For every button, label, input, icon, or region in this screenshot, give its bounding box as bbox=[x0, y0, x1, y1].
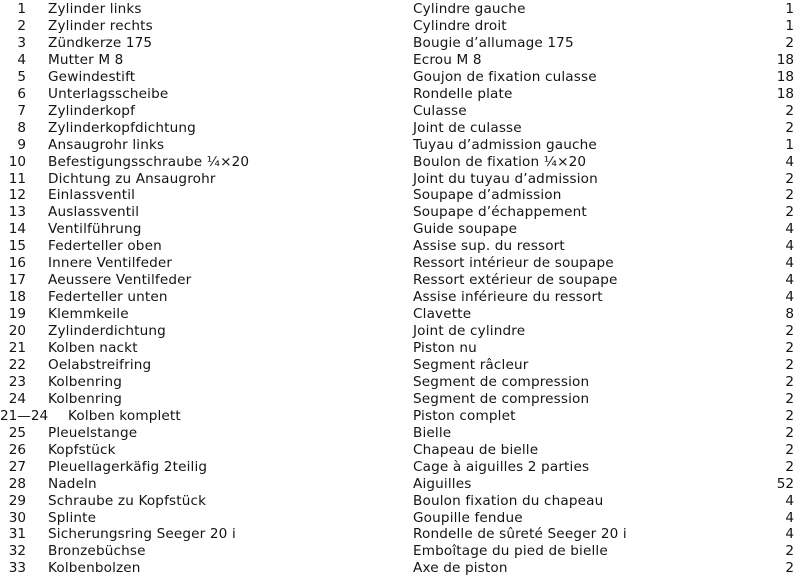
part-name-german: Innere Ventilfeder bbox=[48, 255, 173, 272]
part-quantity: 2 bbox=[785, 102, 794, 119]
part-name-german: Kolben komplett bbox=[68, 407, 181, 424]
part-quantity: 18 bbox=[776, 68, 794, 85]
part-name-french: Clavette bbox=[413, 306, 472, 323]
part-name-german: Pleuellagerkäfig 2teilig bbox=[48, 458, 208, 475]
part-number: 25 bbox=[8, 424, 26, 441]
part-row bbox=[0, 476, 800, 493]
part-row bbox=[0, 391, 800, 408]
part-quantity: 2 bbox=[785, 543, 794, 560]
part-name-french: Aiguilles bbox=[413, 475, 472, 492]
part-row bbox=[0, 221, 800, 238]
part-name-french: Goupille fendue bbox=[413, 509, 523, 526]
part-name-german: Aeussere Ventilfeder bbox=[48, 272, 192, 289]
part-name-german: Kolbenring bbox=[48, 390, 123, 407]
part-name-german: Splinte bbox=[48, 509, 97, 526]
part-number: 12 bbox=[8, 187, 26, 204]
part-name-french: Guide soupape bbox=[413, 221, 518, 238]
part-row bbox=[0, 408, 800, 425]
part-name-french: Cage à aiguilles 2 parties bbox=[413, 458, 590, 475]
part-quantity: 1 bbox=[785, 1, 794, 17]
part-quantity: 2 bbox=[785, 373, 794, 390]
part-name-german: Dichtung zu Ansaugrohr bbox=[48, 170, 216, 187]
part-row bbox=[0, 357, 800, 374]
part-quantity: 2 bbox=[785, 323, 794, 340]
part-row bbox=[0, 560, 800, 577]
part-name-french: Goujon de fixation culasse bbox=[413, 68, 597, 85]
part-quantity: 2 bbox=[785, 170, 794, 187]
part-name-german: Unterlagsscheibe bbox=[48, 85, 169, 102]
part-name-french: Joint du tuyau d’admission bbox=[413, 170, 598, 187]
part-quantity: 2 bbox=[785, 340, 794, 356]
part-name-french: Piston nu bbox=[413, 340, 477, 356]
part-number: 14 bbox=[8, 221, 26, 238]
part-row bbox=[0, 306, 800, 323]
part-number: 9 bbox=[17, 136, 26, 153]
part-quantity: 2 bbox=[785, 356, 794, 373]
part-name-german: Bronzebüchse bbox=[48, 543, 146, 560]
part-row bbox=[0, 86, 800, 103]
part-row bbox=[0, 187, 800, 204]
part-name-french: Ressort extérieur de soupape bbox=[413, 272, 618, 289]
part-name-french: Boulon de fixation ¼×20 bbox=[413, 153, 587, 170]
part-number: 7 bbox=[17, 102, 26, 119]
part-name-french: Rondelle plate bbox=[413, 85, 513, 102]
part-name-french: Emboîtage du pied de bielle bbox=[413, 543, 608, 560]
part-number: 27 bbox=[8, 458, 26, 475]
part-number: 22 bbox=[8, 356, 26, 373]
part-row bbox=[0, 425, 800, 442]
part-name-french: Segment râcleur bbox=[413, 356, 529, 373]
part-name-french: Piston complet bbox=[413, 407, 516, 424]
part-number: 26 bbox=[8, 441, 26, 458]
part-name-french: Axe de piston bbox=[413, 560, 508, 577]
part-row bbox=[0, 255, 800, 272]
part-name-french: Soupape d’échappement bbox=[413, 204, 587, 221]
part-name-french: Cylindre droit bbox=[413, 17, 507, 34]
part-name-german: Klemmkeile bbox=[48, 306, 129, 323]
part-name-french: Segment de compression bbox=[413, 373, 590, 390]
part-name-german: Ansaugrohr links bbox=[48, 136, 165, 153]
part-quantity: 1 bbox=[785, 136, 794, 153]
part-row bbox=[0, 238, 800, 255]
part-number: 31 bbox=[8, 526, 26, 543]
part-quantity: 4 bbox=[785, 289, 794, 306]
part-name-german: Gewindestift bbox=[48, 68, 136, 85]
part-number: 16 bbox=[8, 255, 26, 272]
part-row bbox=[0, 442, 800, 459]
part-number: 6 bbox=[17, 85, 26, 102]
part-name-french: Segment de compression bbox=[413, 390, 590, 407]
part-quantity: 1 bbox=[785, 17, 794, 34]
part-row bbox=[0, 120, 800, 137]
part-name-german: Zündkerze 175 bbox=[48, 34, 153, 51]
part-row bbox=[0, 35, 800, 52]
part-quantity: 18 bbox=[776, 51, 794, 68]
part-name-german: Kolbenring bbox=[48, 373, 123, 390]
part-quantity: 2 bbox=[785, 119, 794, 136]
part-number: 8 bbox=[17, 119, 26, 136]
part-name-german: Sicherungsring Seeger 20 i bbox=[48, 526, 236, 543]
part-row bbox=[0, 340, 800, 357]
part-row bbox=[0, 204, 800, 221]
part-name-german: Schraube zu Kopfstück bbox=[48, 492, 207, 509]
part-name-french: Soupape d’admission bbox=[413, 187, 562, 204]
part-name-french: Joint de culasse bbox=[413, 119, 522, 136]
part-number: 28 bbox=[8, 475, 26, 492]
part-number: 15 bbox=[8, 238, 26, 255]
part-number: 23 bbox=[8, 373, 26, 390]
part-quantity: 18 bbox=[776, 85, 794, 102]
part-number: 1 bbox=[17, 1, 26, 17]
part-number: 11 bbox=[8, 170, 26, 187]
part-row bbox=[0, 137, 800, 154]
part-name-german: Kopfstück bbox=[48, 441, 116, 458]
part-row bbox=[0, 543, 800, 560]
part-name-german: Oelabstreifring bbox=[48, 356, 152, 373]
part-name-french: Bielle bbox=[413, 424, 452, 441]
part-name-german: Pleuelstange bbox=[48, 424, 138, 441]
part-row bbox=[0, 103, 800, 120]
part-name-french: Assise sup. du ressort bbox=[413, 238, 565, 255]
part-number: 30 bbox=[8, 509, 26, 526]
part-number: 19 bbox=[8, 306, 26, 323]
part-row bbox=[0, 272, 800, 289]
part-name-german: Befestigungsschraube ¼×20 bbox=[48, 153, 250, 170]
part-name-german: Zylinder rechts bbox=[48, 17, 153, 34]
part-row bbox=[0, 1, 800, 18]
part-number: 24 bbox=[8, 390, 26, 407]
part-name-german: Zylinderdichtung bbox=[48, 323, 166, 340]
part-number: 18 bbox=[8, 289, 26, 306]
part-name-german: Federteller oben bbox=[48, 238, 162, 255]
part-quantity: 2 bbox=[785, 424, 794, 441]
part-quantity: 2 bbox=[785, 204, 794, 221]
part-name-french: Bougie d’allumage 175 bbox=[413, 34, 574, 51]
part-quantity: 2 bbox=[785, 187, 794, 204]
part-name-german: Einlassventil bbox=[48, 187, 136, 204]
part-number: 13 bbox=[8, 204, 26, 221]
part-name-french: Cylindre gauche bbox=[413, 1, 526, 17]
part-name-french: Culasse bbox=[413, 102, 467, 119]
part-row bbox=[0, 154, 800, 171]
part-quantity: 4 bbox=[785, 509, 794, 526]
part-name-french: Ressort intérieur de soupape bbox=[413, 255, 614, 272]
part-quantity: 4 bbox=[785, 492, 794, 509]
part-quantity: 2 bbox=[785, 458, 794, 475]
part-number: 2 bbox=[17, 17, 26, 34]
part-row bbox=[0, 289, 800, 306]
part-name-french: Tuyau d’admission gauche bbox=[413, 136, 597, 153]
part-name-german: Federteller unten bbox=[48, 289, 168, 306]
part-quantity: 2 bbox=[785, 441, 794, 458]
part-name-french: Rondelle de sûreté Seeger 20 i bbox=[413, 526, 627, 543]
part-number: 21 bbox=[8, 340, 26, 356]
part-number: 4 bbox=[17, 51, 26, 68]
part-name-german: Kolbenbolzen bbox=[48, 560, 141, 577]
part-quantity: 2 bbox=[785, 407, 794, 424]
part-quantity: 2 bbox=[785, 560, 794, 577]
part-row bbox=[0, 510, 800, 527]
part-number: 32 bbox=[8, 543, 26, 560]
part-quantity: 52 bbox=[776, 475, 794, 492]
part-quantity: 8 bbox=[785, 306, 794, 323]
part-name-german: Nadeln bbox=[48, 475, 97, 492]
part-row bbox=[0, 171, 800, 188]
part-number: 33 bbox=[8, 560, 26, 577]
part-name-german: Ventilführung bbox=[48, 221, 142, 238]
part-name-french: Joint de cylindre bbox=[413, 323, 526, 340]
part-name-german: Mutter M 8 bbox=[48, 51, 124, 68]
part-name-french: Ecrou M 8 bbox=[413, 51, 482, 68]
part-number: 10 bbox=[8, 153, 26, 170]
part-quantity: 2 bbox=[785, 34, 794, 51]
part-quantity: 4 bbox=[785, 238, 794, 255]
part-row bbox=[0, 52, 800, 69]
part-name-french: Chapeau de bielle bbox=[413, 441, 539, 458]
part-name-french: Boulon fixation du chapeau bbox=[413, 492, 604, 509]
part-row bbox=[0, 18, 800, 35]
part-quantity: 4 bbox=[785, 255, 794, 272]
part-quantity: 4 bbox=[785, 526, 794, 543]
part-row bbox=[0, 526, 800, 543]
part-name-german: Kolben nackt bbox=[48, 340, 138, 356]
part-number: 29 bbox=[8, 492, 26, 509]
part-number: 17 bbox=[8, 272, 26, 289]
part-quantity: 4 bbox=[785, 221, 794, 238]
part-row bbox=[0, 374, 800, 391]
part-name-french: Assise inférieure du ressort bbox=[413, 289, 603, 306]
part-number: 5 bbox=[17, 68, 26, 85]
part-row bbox=[0, 493, 800, 510]
part-number: 3 bbox=[17, 34, 26, 51]
part-name-german: Zylinder links bbox=[48, 1, 142, 17]
part-number: 21—24 bbox=[0, 407, 49, 424]
part-name-german: Auslassventil bbox=[48, 204, 140, 221]
part-row bbox=[0, 69, 800, 86]
part-row bbox=[0, 459, 800, 476]
part-quantity: 4 bbox=[785, 153, 794, 170]
part-name-german: Zylinderkopfdichtung bbox=[48, 119, 196, 136]
part-row bbox=[0, 323, 800, 340]
part-number: 20 bbox=[8, 323, 26, 340]
part-name-german: Zylinderkopf bbox=[48, 102, 136, 119]
part-quantity: 4 bbox=[785, 272, 794, 289]
part-quantity: 2 bbox=[785, 390, 794, 407]
